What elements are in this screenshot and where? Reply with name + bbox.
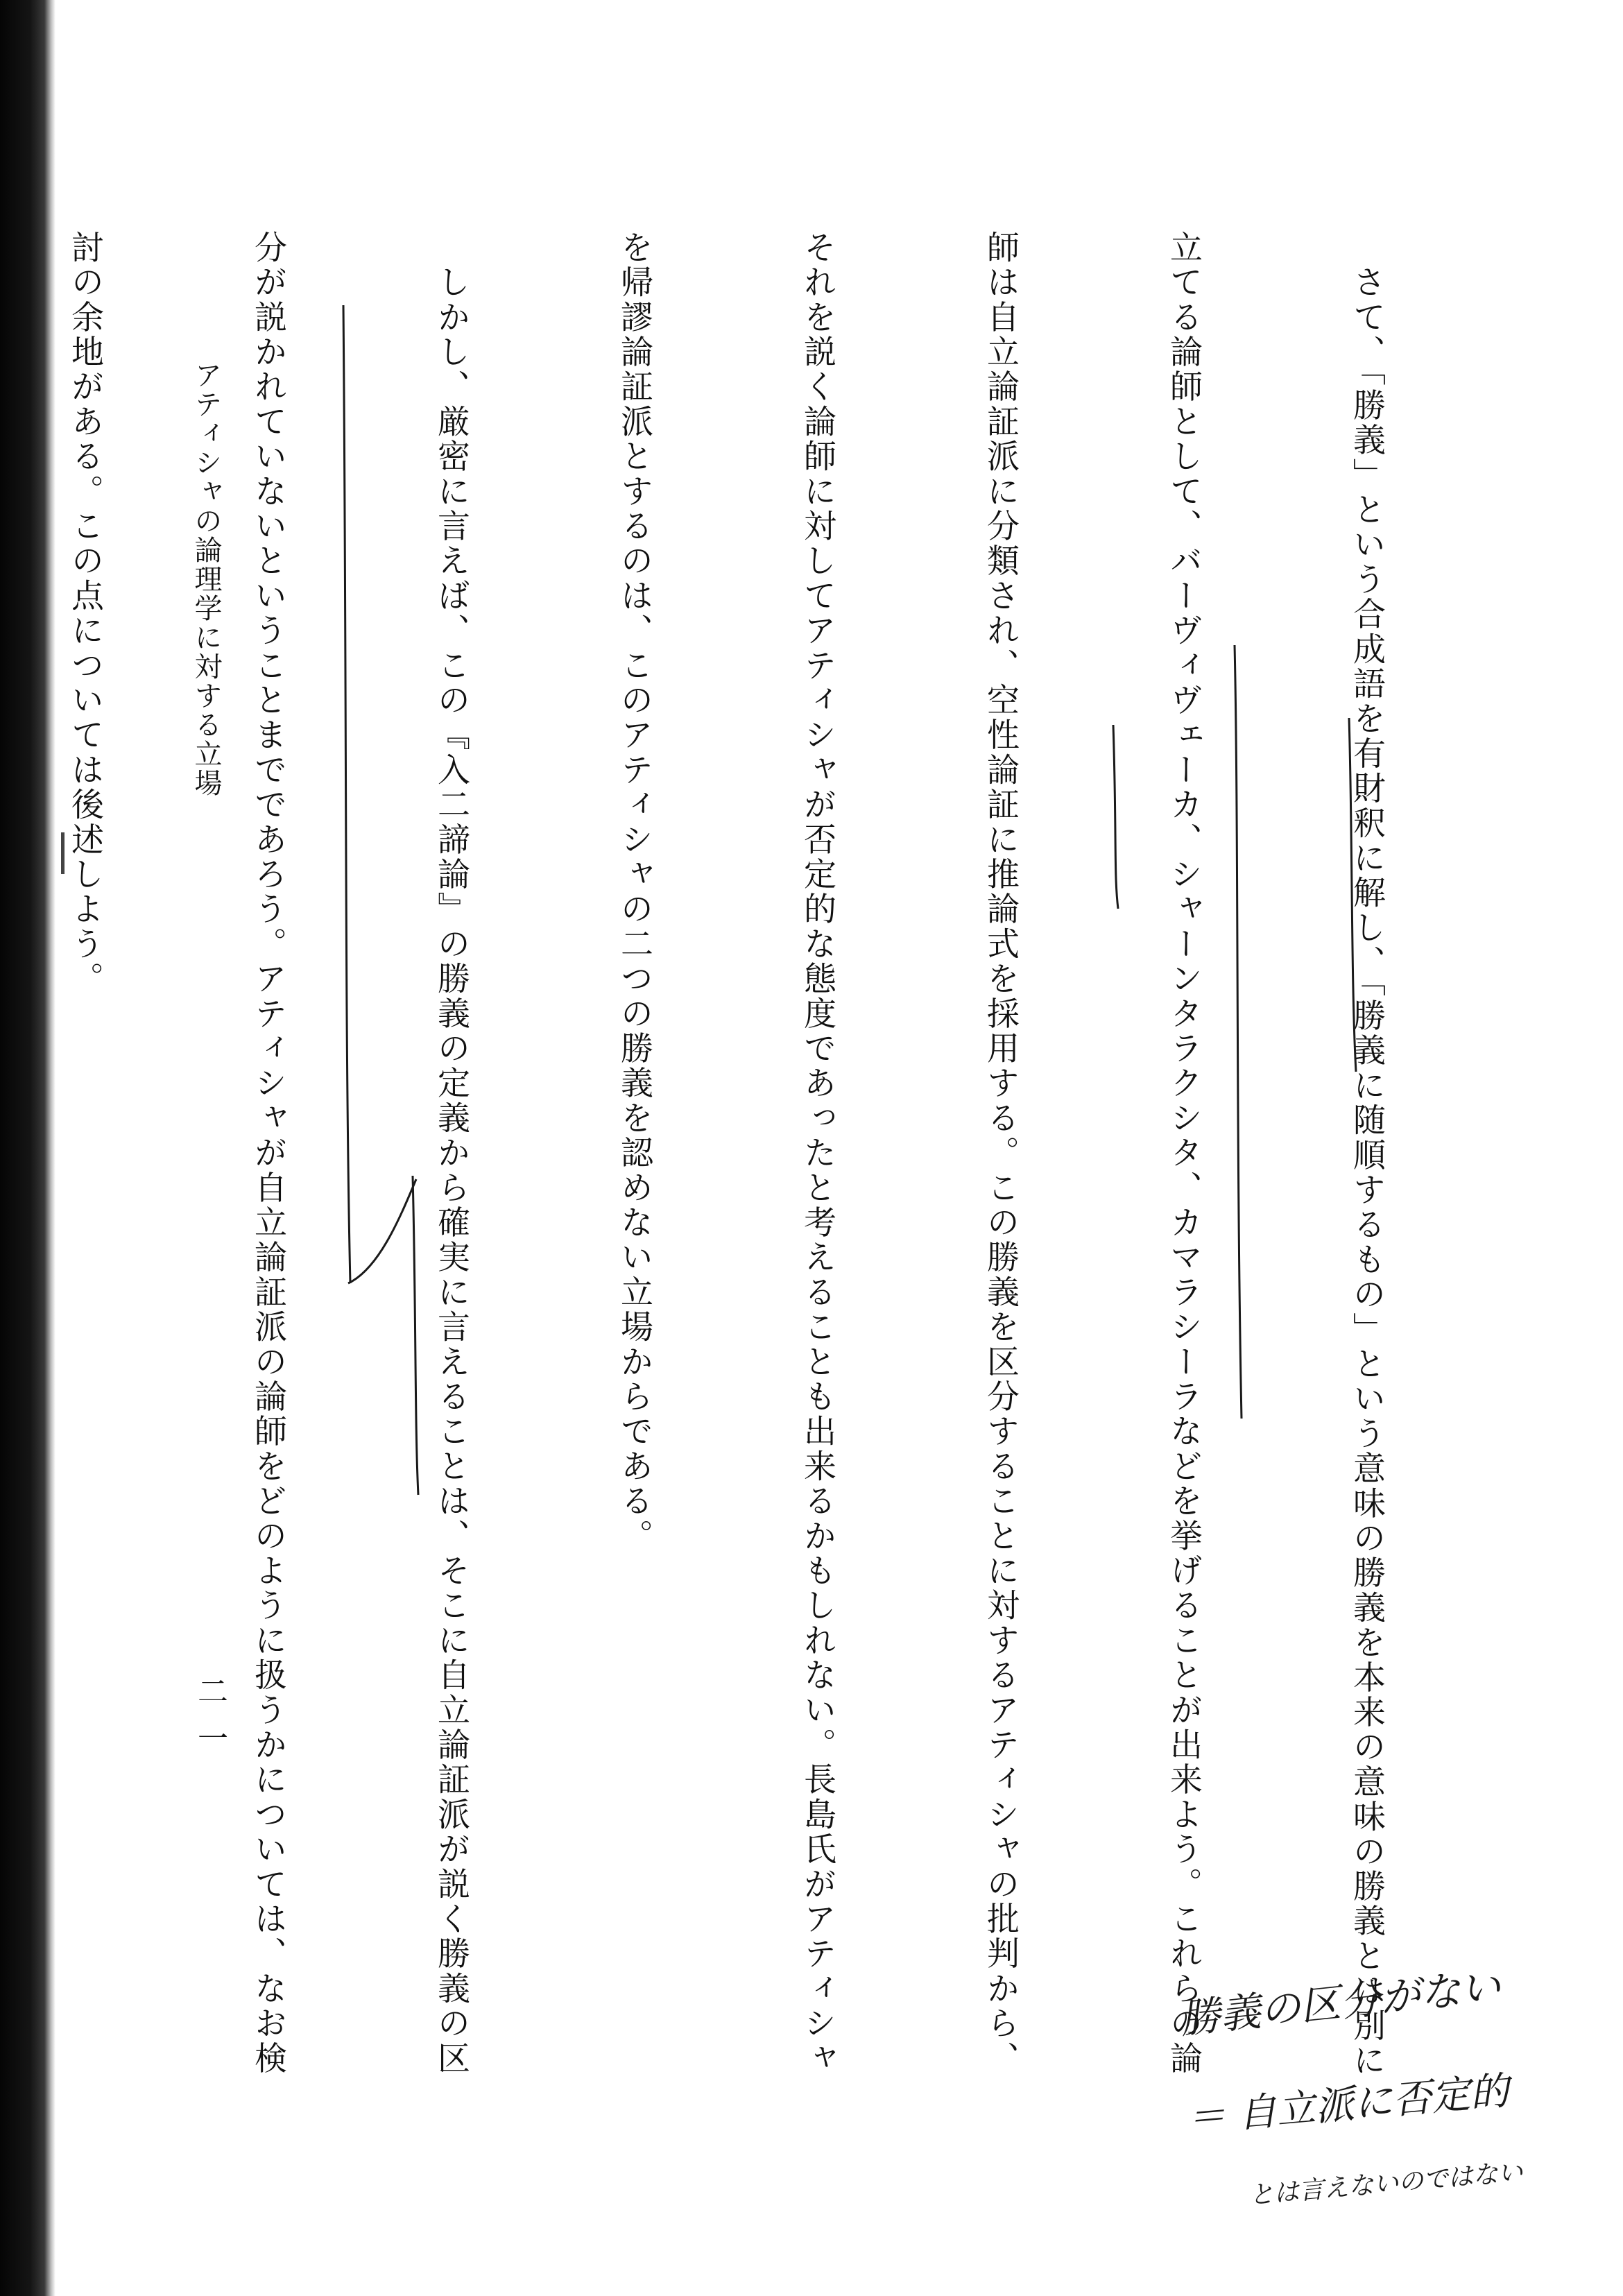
handwritten-note <box>1178 1962 1609 2261</box>
body-line-1: さて、「勝義」という合成語を有財釈に解し、「勝義に随順するもの」という意味の勝義を本来の意味の勝義とは別に <box>1348 230 1386 2078</box>
body-line-6: しかし、厳密に言えば、この『入二諦論』の勝義の定義から確実に言えることは、そこに自立論証派が説く勝義の区 <box>432 230 470 2076</box>
body-line-7: 分が説かれていないということまでであろう。アティシャが自立論証派の論師をどのように扱うかについては、なお検 <box>249 230 287 2076</box>
body-line-3: 師は自立論証派に分類され、空性論証に推論式を採用する。この勝義を区分することに対するアティシャの批判から、 <box>981 230 1020 2076</box>
body-line-4: それを説く論師に対してアティシャが否定的な態度であったと考えることも出来るかもしれない。長島氏がアティシャ <box>798 230 836 2076</box>
handwritten-line-2: ＝ 自立派に否定的 <box>1185 2068 1511 2142</box>
running-header: アティシャの論理学に対する立場 <box>190 361 222 798</box>
body-line-8: 討の余地がある。この点については後述しよう。 <box>66 230 104 997</box>
body-line-5: を帰謬論証派とするのは、このアティシャの二つの勝義を認めない立場からである。 <box>615 230 653 1554</box>
handwritten-line-3: とは言えないのではない <box>1248 2157 1525 2211</box>
body-text <box>66 230 1519 2103</box>
handwritten-line-1: 勝義の区分がない <box>1178 1962 1503 2044</box>
body-line-2: 立てる論師として、バーヴィヴェーカ、シャーンタラクシタ、カマラシーラなどを挙げることが出来よう。これらの論 <box>1165 230 1203 2076</box>
page-number: 二一 <box>192 1675 227 1770</box>
